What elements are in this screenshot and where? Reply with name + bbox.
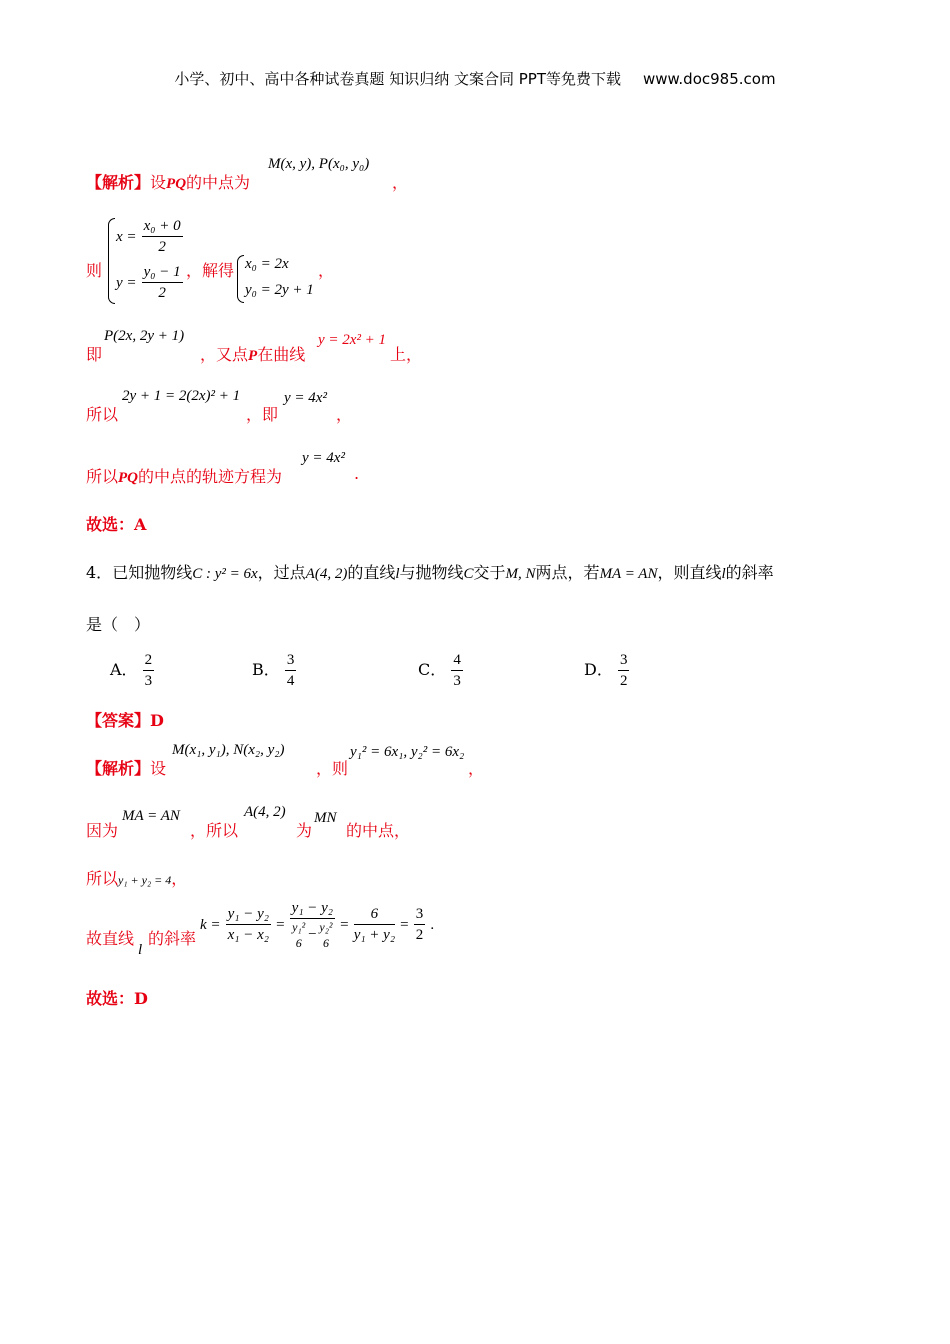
- option-a[interactable]: A． $\frac{2}{3}$: [110, 652, 153, 689]
- parabola-points-eq: y₁² = 6x₁, y₂² = 6x₂: [350, 744, 465, 760]
- system-1-eq-b: y = $\frac{\text{y₀ − 1}}{2}$: [116, 264, 181, 301]
- system-2-eq-a: x₀ = 2x: [245, 256, 289, 272]
- answer-d: 故选：D: [86, 989, 148, 1008]
- option-d[interactable]: D． $\frac{3}{2}$: [584, 652, 628, 689]
- curve-equation: y = 2x² + 1: [318, 332, 387, 348]
- header-url: www.doc985.com: [642, 70, 776, 88]
- system-brace-2: [237, 255, 244, 303]
- system-2-eq-b: y₀ = 2y + 1: [245, 282, 314, 298]
- system-1-eq-a: x = $\frac{\text{x₀ + 0}}{2}$: [116, 218, 181, 255]
- trajectory-equation: y = 4x²: [302, 450, 345, 466]
- analysis-label: 【解析】: [86, 173, 151, 192]
- midpoint-formula: M(x, y), P(x₀, y₀): [268, 156, 370, 172]
- analysis-line-1: 【解析】设PQ的中点为: [86, 173, 251, 192]
- question-4-line-1: 4．已知抛物线C : y² = 6x，过点A(4, 2)的直线l与抛物线C交于M, N两点，若MA = AN，则直线l的斜率: [86, 563, 774, 582]
- answer-label: 【答案】D: [86, 711, 164, 730]
- option-c[interactable]: C． $\frac{4}{3}$: [418, 652, 461, 689]
- page-header: [0, 68, 950, 89]
- header-text: 小学、初中、高中各种试卷真题 知识归纳 文案合同 PPT等免费下载: [174, 70, 621, 88]
- substitution-equation: 2y + 1 = 2(2x)² + 1: [122, 388, 241, 404]
- system-brace-1: [108, 218, 115, 304]
- point-p-coords: P(2x, 2y + 1): [104, 328, 185, 344]
- option-b[interactable]: B． $\frac{3}{4}$: [252, 652, 295, 689]
- answer-a: 故选：A: [86, 515, 147, 534]
- slope-derivation: k = $\frac{\text{y₁ − y₂}}{\text{x₁ − x₂}}$ = y₁ − y₂ y₁² 6 − y₂² 6 = $\frac{6}{\text{y₁ + y₂}}$ = $\frac{3}{2}$ .: [200, 900, 435, 950]
- points-mn: M(x₁, y₁), N(x₂, y₂): [172, 742, 285, 758]
